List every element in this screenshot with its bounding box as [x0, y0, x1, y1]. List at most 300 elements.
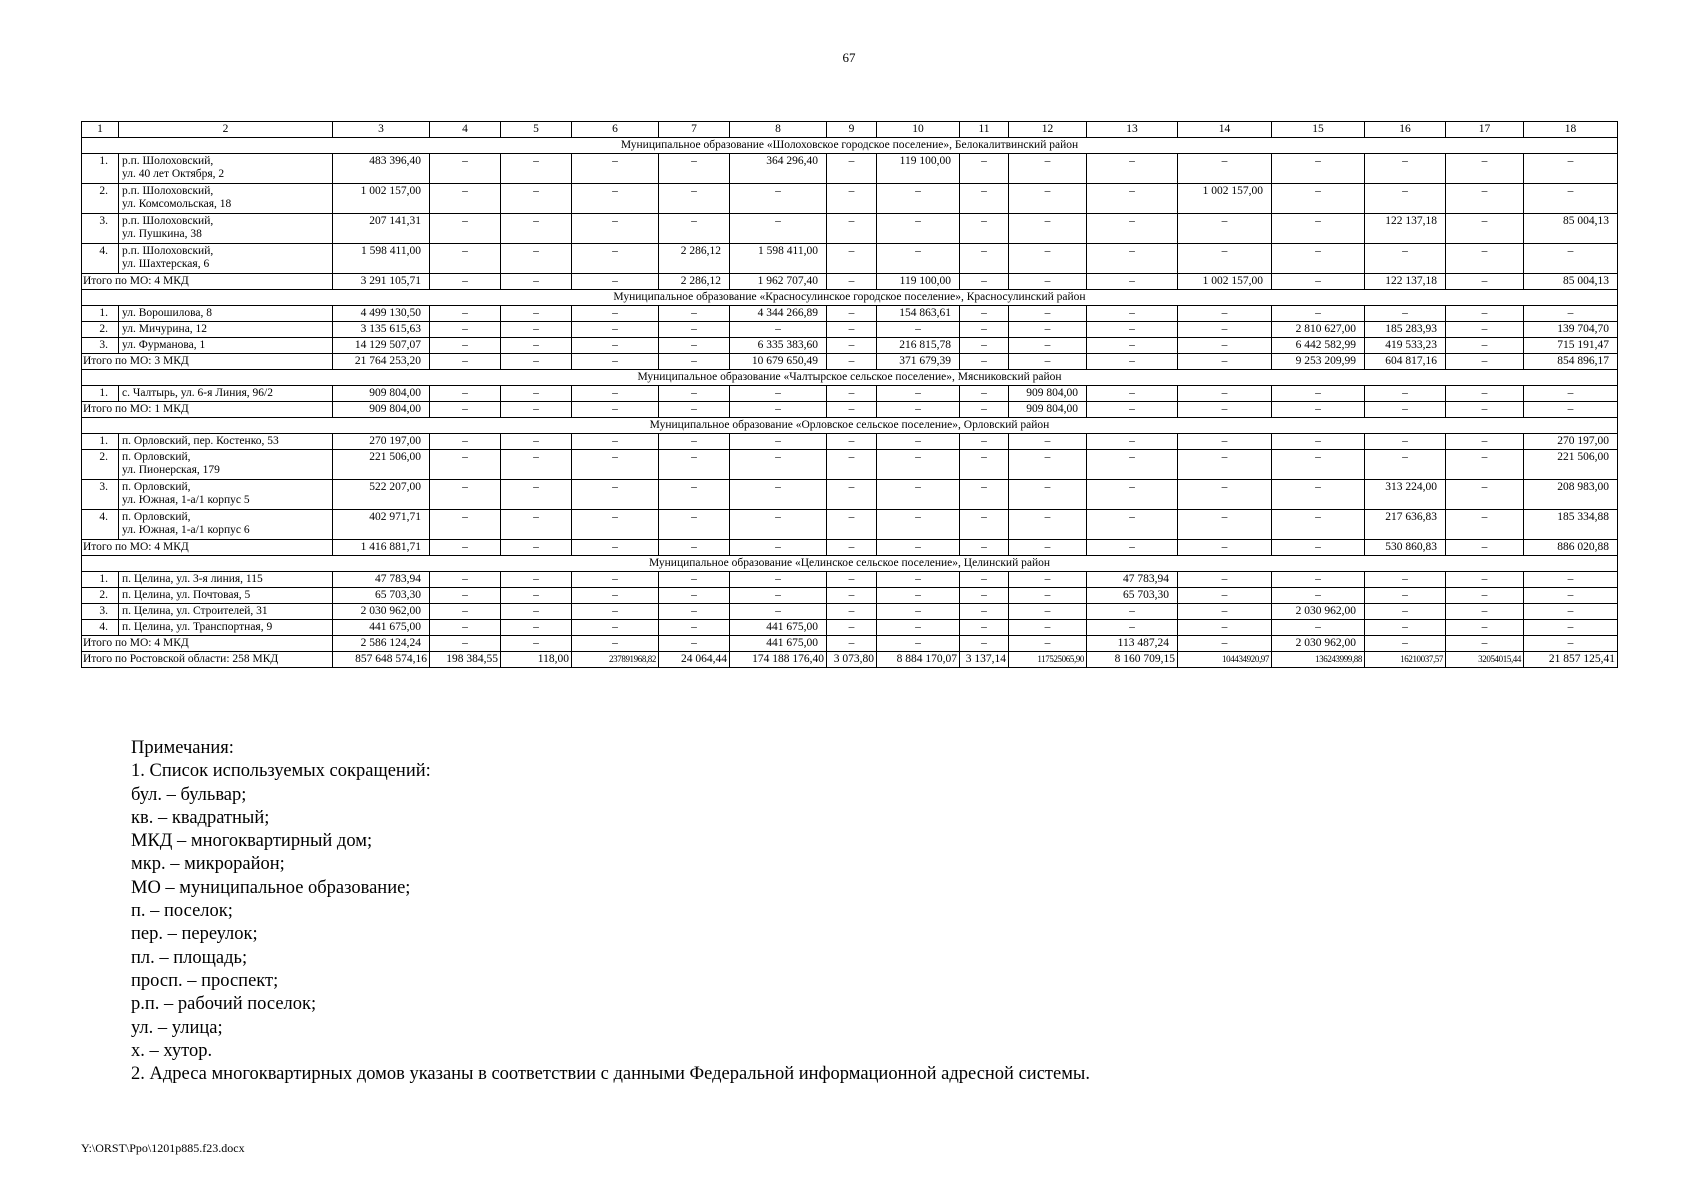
- address-cell: [119, 322, 333, 338]
- value-cell: –: [1009, 338, 1087, 354]
- value-cell: –: [730, 510, 827, 540]
- value-cell: 221 506,00: [333, 450, 430, 480]
- value-cell: –: [430, 184, 501, 214]
- value-cell: –: [1009, 244, 1087, 274]
- table-row: [82, 322, 1618, 338]
- value-cell: –: [430, 434, 501, 450]
- value-cell: –: [572, 322, 659, 338]
- value-cell: –: [960, 184, 1009, 214]
- table-header-row: [82, 122, 1618, 138]
- value-cell: –: [1446, 244, 1524, 274]
- value-cell: 21 857 125,41: [1524, 652, 1618, 668]
- value-cell: –: [1087, 184, 1178, 214]
- value-cell: –: [1178, 636, 1272, 652]
- value-cell: –: [659, 184, 730, 214]
- section-title-row: [82, 138, 1618, 154]
- value-cell: –: [1446, 322, 1524, 338]
- value-cell: –: [572, 244, 659, 274]
- value-cell: –: [1365, 450, 1446, 480]
- value-cell: –: [1178, 450, 1272, 480]
- address-line: ул. Комсомольская, 18: [122, 198, 232, 210]
- value-cell: –: [1087, 154, 1178, 184]
- value-cell: 117525065,90: [1009, 652, 1087, 668]
- value-cell: –: [1524, 386, 1618, 402]
- value-cell: –: [659, 402, 730, 418]
- value-cell: –: [827, 510, 877, 540]
- value-cell: –: [501, 480, 572, 510]
- address-cell: [119, 604, 333, 620]
- value-cell: 909 804,00: [1009, 386, 1087, 402]
- value-cell: –: [730, 604, 827, 620]
- value-cell: –: [501, 620, 572, 636]
- value-cell: 441 675,00: [730, 620, 827, 636]
- value-cell: –: [1272, 244, 1365, 274]
- value-cell: –: [572, 540, 659, 556]
- value-cell: 221 506,00: [1524, 450, 1618, 480]
- table-row: [82, 620, 1618, 636]
- value-cell: –: [572, 434, 659, 450]
- value-cell: –: [430, 636, 501, 652]
- address-cell: [119, 588, 333, 604]
- table-row: [82, 154, 1618, 184]
- value-cell: –: [1524, 402, 1618, 418]
- subtotal-row: [82, 540, 1618, 556]
- value-cell: –: [572, 214, 659, 244]
- value-cell: 185 334,88: [1524, 510, 1618, 540]
- value-cell: –: [877, 244, 960, 274]
- address-line: п. Орловский, пер. Костенко, 53: [122, 435, 279, 447]
- value-cell: –: [827, 540, 877, 556]
- value-cell: –: [501, 572, 572, 588]
- value-cell: 909 804,00: [333, 386, 430, 402]
- value-cell: –: [1087, 604, 1178, 620]
- address-line: ул. Пионерская, 179: [122, 464, 220, 476]
- value-cell: 104434920,97: [1178, 652, 1272, 668]
- value-cell: –: [1272, 510, 1365, 540]
- value-cell: –: [1272, 620, 1365, 636]
- note-line: МО – муниципальное образование;: [131, 877, 411, 898]
- value-cell: –: [572, 402, 659, 418]
- value-cell: –: [1446, 480, 1524, 510]
- value-cell: –: [430, 386, 501, 402]
- address-line: п. Целина, ул. 3-я линия, 115: [122, 573, 263, 585]
- value-cell: –: [1272, 588, 1365, 604]
- address-cell: [119, 154, 333, 184]
- value-cell: –: [659, 434, 730, 450]
- address-line: ул. 40 лет Октября, 2: [122, 168, 225, 180]
- value-cell: –: [1178, 154, 1272, 184]
- value-cell: 2 030 962,00: [1272, 636, 1365, 652]
- value-cell: –: [730, 434, 827, 450]
- address-cell: [119, 244, 333, 274]
- value-cell: –: [1446, 274, 1524, 290]
- value-cell: –: [730, 322, 827, 338]
- value-cell: –: [572, 354, 659, 370]
- value-cell: –: [430, 510, 501, 540]
- value-cell: –: [827, 434, 877, 450]
- section-title-row: [82, 290, 1618, 306]
- row-index: 3.: [82, 604, 119, 620]
- note-line: п. – поселок;: [131, 901, 233, 922]
- value-cell: –: [877, 572, 960, 588]
- note-line: ул. – улица;: [131, 1017, 223, 1038]
- note-line: 2. Адреса многоквартирных домов указаны в соответствии с данными Федеральной информационной адресной системы.: [131, 1064, 1090, 1085]
- value-cell: 136243999,88: [1272, 652, 1365, 668]
- value-cell: 237891968,82: [572, 652, 659, 668]
- table-row: [82, 244, 1618, 274]
- value-cell: 441 675,00: [333, 620, 430, 636]
- address-line: р.п. Шолоховский,: [122, 185, 214, 197]
- value-cell: 65 703,30: [333, 588, 430, 604]
- value-cell: –: [960, 214, 1009, 244]
- value-cell: –: [960, 540, 1009, 556]
- subtotal-label: Итого по МО: 3 МКД: [82, 354, 333, 370]
- value-cell: –: [572, 636, 659, 652]
- value-cell: –: [572, 338, 659, 354]
- value-cell: –: [572, 588, 659, 604]
- value-cell: –: [572, 572, 659, 588]
- value-cell: –: [501, 604, 572, 620]
- address-cell: [119, 306, 333, 322]
- value-cell: –: [1272, 402, 1365, 418]
- value-cell: –: [1446, 386, 1524, 402]
- value-cell: –: [1524, 244, 1618, 274]
- value-cell: –: [659, 540, 730, 556]
- value-cell: 119 100,00: [877, 154, 960, 184]
- data-table-container: [81, 121, 1618, 668]
- file-path-footer: Y:\ORST\Ppo\1201p885.f23.docx: [81, 1141, 245, 1155]
- value-cell: –: [659, 306, 730, 322]
- value-cell: –: [960, 572, 1009, 588]
- value-cell: –: [877, 322, 960, 338]
- value-cell: –: [501, 274, 572, 290]
- value-cell: –: [659, 386, 730, 402]
- note-line: бул. – бульвар;: [131, 784, 247, 805]
- value-cell: 10 679 650,49: [730, 354, 827, 370]
- value-cell: –: [1446, 338, 1524, 354]
- value-cell: 4 344 266,89: [730, 306, 827, 322]
- address-line: п. Целина, ул. Почтовая, 5: [122, 589, 251, 601]
- value-cell: –: [572, 306, 659, 322]
- value-cell: 24 064,44: [659, 652, 730, 668]
- value-cell: –: [730, 386, 827, 402]
- value-cell: 6 335 383,60: [730, 338, 827, 354]
- value-cell: –: [430, 244, 501, 274]
- column-number-cell: 14: [1178, 122, 1272, 138]
- value-cell: –: [877, 386, 960, 402]
- value-cell: 217 636,83: [1365, 510, 1446, 540]
- value-cell: –: [501, 450, 572, 480]
- value-cell: –: [1446, 572, 1524, 588]
- value-cell: –: [430, 306, 501, 322]
- value-cell: –: [1272, 184, 1365, 214]
- value-cell: –: [960, 450, 1009, 480]
- value-cell: –: [1009, 604, 1087, 620]
- value-cell: –: [501, 354, 572, 370]
- value-cell: –: [1178, 322, 1272, 338]
- row-index: 3.: [82, 480, 119, 510]
- address-line: с. Чалтырь, ул. 6-я Линия, 96/2: [122, 387, 273, 399]
- value-cell: 483 396,40: [333, 154, 430, 184]
- value-cell: –: [1272, 214, 1365, 244]
- value-cell: –: [501, 322, 572, 338]
- value-cell: –: [1365, 244, 1446, 274]
- value-cell: –: [730, 450, 827, 480]
- row-index: 2.: [82, 450, 119, 480]
- value-cell: –: [1178, 434, 1272, 450]
- column-number-cell: 9: [827, 122, 877, 138]
- value-cell: –: [659, 604, 730, 620]
- value-cell: –: [877, 450, 960, 480]
- value-cell: 530 860,83: [1365, 540, 1446, 556]
- value-cell: –: [1446, 402, 1524, 418]
- value-cell: –: [1087, 214, 1178, 244]
- address-line: ул. Пушкина, 38: [122, 228, 202, 240]
- value-cell: –: [1446, 510, 1524, 540]
- value-cell: –: [1524, 636, 1618, 652]
- value-cell: 270 197,00: [333, 434, 430, 450]
- column-number-cell: 11: [960, 122, 1009, 138]
- value-cell: 208 983,00: [1524, 480, 1618, 510]
- value-cell: –: [1087, 450, 1178, 480]
- address-cell: [119, 620, 333, 636]
- column-number-cell: 18: [1524, 122, 1618, 138]
- value-cell: –: [827, 184, 877, 214]
- value-cell: 185 283,93: [1365, 322, 1446, 338]
- section-title-row: [82, 418, 1618, 434]
- value-cell: –: [1178, 354, 1272, 370]
- value-cell: –: [572, 184, 659, 214]
- value-cell: 1 002 157,00: [333, 184, 430, 214]
- table-row: [82, 480, 1618, 510]
- value-cell: –: [1365, 434, 1446, 450]
- value-cell: 4 499 130,50: [333, 306, 430, 322]
- value-cell: –: [1272, 450, 1365, 480]
- value-cell: –: [960, 274, 1009, 290]
- value-cell: –: [1087, 244, 1178, 274]
- value-cell: –: [1178, 244, 1272, 274]
- value-cell: 857 648 574,16: [333, 652, 430, 668]
- value-cell: 216 815,78: [877, 338, 960, 354]
- value-cell: –: [1272, 386, 1365, 402]
- value-cell: –: [1009, 572, 1087, 588]
- value-cell: –: [1009, 154, 1087, 184]
- value-cell: –: [1087, 510, 1178, 540]
- value-cell: 402 971,71: [333, 510, 430, 540]
- value-cell: 3 291 105,71: [333, 274, 430, 290]
- value-cell: –: [1365, 184, 1446, 214]
- value-cell: –: [1446, 636, 1524, 652]
- value-cell: –: [430, 540, 501, 556]
- value-cell: –: [1178, 386, 1272, 402]
- column-number-cell: 1: [82, 122, 119, 138]
- table-row: [82, 572, 1618, 588]
- value-cell: –: [659, 588, 730, 604]
- value-cell: –: [730, 480, 827, 510]
- row-index: 2.: [82, 184, 119, 214]
- value-cell: 122 137,18: [1365, 274, 1446, 290]
- value-cell: –: [1009, 480, 1087, 510]
- subtotal-label: Итого по МО: 4 МКД: [82, 636, 333, 652]
- value-cell: –: [1009, 450, 1087, 480]
- value-cell: –: [659, 572, 730, 588]
- value-cell: 1 598 411,00: [730, 244, 827, 274]
- value-cell: –: [659, 636, 730, 652]
- value-cell: –: [877, 480, 960, 510]
- value-cell: 85 004,13: [1524, 214, 1618, 244]
- value-cell: –: [1178, 306, 1272, 322]
- address-line: п. Целина, ул. Транспортная, 9: [122, 621, 273, 633]
- value-cell: –: [877, 540, 960, 556]
- value-cell: –: [1087, 386, 1178, 402]
- value-cell: –: [430, 480, 501, 510]
- value-cell: –: [1087, 306, 1178, 322]
- address-cell: [119, 572, 333, 588]
- value-cell: –: [1009, 540, 1087, 556]
- row-index: 4.: [82, 244, 119, 274]
- value-cell: –: [960, 306, 1009, 322]
- value-cell: –: [659, 510, 730, 540]
- value-cell: –: [1365, 588, 1446, 604]
- value-cell: –: [1524, 306, 1618, 322]
- address-cell: [119, 338, 333, 354]
- value-cell: 47 783,94: [333, 572, 430, 588]
- value-cell: –: [1009, 636, 1087, 652]
- value-cell: –: [1087, 338, 1178, 354]
- value-cell: –: [1272, 434, 1365, 450]
- value-cell: –: [827, 620, 877, 636]
- value-cell: –: [430, 274, 501, 290]
- value-cell: –: [1178, 214, 1272, 244]
- row-index: 1.: [82, 154, 119, 184]
- subtotal-row: [82, 402, 1618, 418]
- value-cell: 1 598 411,00: [333, 244, 430, 274]
- section-title: Муниципальное образование «Чалтырское сельское поселение», Мясниковский район: [82, 370, 1618, 386]
- value-cell: –: [1087, 434, 1178, 450]
- value-cell: 113 487,24: [1087, 636, 1178, 652]
- note-line: просп. – проспект;: [131, 970, 279, 991]
- value-cell: –: [430, 604, 501, 620]
- value-cell: 2 286,12: [659, 244, 730, 274]
- subtotal-row: [82, 274, 1618, 290]
- value-cell: 1 962 707,40: [730, 274, 827, 290]
- subtotal-row: [82, 354, 1618, 370]
- value-cell: –: [960, 244, 1009, 274]
- value-cell: –: [501, 588, 572, 604]
- value-cell: –: [1009, 214, 1087, 244]
- note-line: 1. Список используемых сокращений:: [131, 761, 431, 782]
- value-cell: –: [572, 510, 659, 540]
- table-row: [82, 588, 1618, 604]
- value-cell: –: [1446, 434, 1524, 450]
- value-cell: –: [501, 636, 572, 652]
- address-line: р.п. Шолоховский,: [122, 215, 214, 227]
- value-cell: –: [960, 636, 1009, 652]
- value-cell: –: [827, 604, 877, 620]
- value-cell: 364 296,40: [730, 154, 827, 184]
- note-line: пл. – площадь;: [131, 947, 248, 968]
- value-cell: 139 704,70: [1524, 322, 1618, 338]
- value-cell: –: [730, 214, 827, 244]
- note-line: кв. – квадратный;: [131, 807, 270, 828]
- table-row: [82, 434, 1618, 450]
- value-cell: –: [827, 386, 877, 402]
- value-cell: –: [1446, 450, 1524, 480]
- value-cell: –: [827, 480, 877, 510]
- value-cell: 198 384,55: [430, 652, 501, 668]
- value-cell: –: [430, 620, 501, 636]
- value-cell: –: [1365, 306, 1446, 322]
- notes-section: [131, 737, 1090, 1086]
- note-line: мкр. – микрорайон;: [131, 854, 285, 875]
- value-cell: –: [1009, 306, 1087, 322]
- address-cell: [119, 480, 333, 510]
- address-line: ул. Фурманова, 1: [122, 339, 206, 351]
- note-line: пер. – переулок;: [131, 924, 258, 945]
- value-cell: –: [1087, 620, 1178, 636]
- value-cell: 441 675,00: [730, 636, 827, 652]
- address-cell: [119, 434, 333, 450]
- value-cell: 419 533,23: [1365, 338, 1446, 354]
- column-number-cell: 6: [572, 122, 659, 138]
- value-cell: 604 817,16: [1365, 354, 1446, 370]
- note-line: р.п. – рабочий поселок;: [131, 994, 317, 1015]
- row-index: 1.: [82, 306, 119, 322]
- value-cell: –: [877, 604, 960, 620]
- row-index: 3.: [82, 214, 119, 244]
- address-line: ул. Шахтерская, 6: [122, 258, 210, 270]
- value-cell: 3 137,14: [960, 652, 1009, 668]
- value-cell: 909 804,00: [333, 402, 430, 418]
- value-cell: –: [501, 540, 572, 556]
- value-cell: –: [1178, 620, 1272, 636]
- value-cell: –: [430, 214, 501, 244]
- value-cell: 715 191,47: [1524, 338, 1618, 354]
- value-cell: 16210037,57: [1365, 652, 1446, 668]
- value-cell: 122 137,18: [1365, 214, 1446, 244]
- grand-total-row: [82, 652, 1618, 668]
- row-index: 1.: [82, 434, 119, 450]
- value-cell: –: [572, 450, 659, 480]
- row-index: 4.: [82, 620, 119, 636]
- value-cell: –: [659, 450, 730, 480]
- value-cell: –: [1524, 154, 1618, 184]
- address-line: ул. Ворошилова, 8: [122, 307, 213, 319]
- row-index: 2.: [82, 322, 119, 338]
- value-cell: –: [960, 322, 1009, 338]
- value-cell: 154 863,61: [877, 306, 960, 322]
- value-cell: –: [960, 434, 1009, 450]
- row-index: 4.: [82, 510, 119, 540]
- value-cell: –: [430, 322, 501, 338]
- table-row: [82, 306, 1618, 322]
- value-cell: –: [827, 588, 877, 604]
- value-cell: –: [730, 572, 827, 588]
- value-cell: –: [730, 184, 827, 214]
- value-cell: –: [1009, 434, 1087, 450]
- value-cell: –: [430, 338, 501, 354]
- value-cell: 21 764 253,20: [333, 354, 430, 370]
- value-cell: –: [659, 322, 730, 338]
- value-cell: 2 030 962,00: [1272, 604, 1365, 620]
- address-cell: [119, 510, 333, 540]
- value-cell: 522 207,00: [333, 480, 430, 510]
- value-cell: –: [501, 214, 572, 244]
- value-cell: 1 002 157,00: [1178, 184, 1272, 214]
- value-cell: –: [1524, 184, 1618, 214]
- value-cell: –: [1009, 354, 1087, 370]
- value-cell: –: [877, 402, 960, 418]
